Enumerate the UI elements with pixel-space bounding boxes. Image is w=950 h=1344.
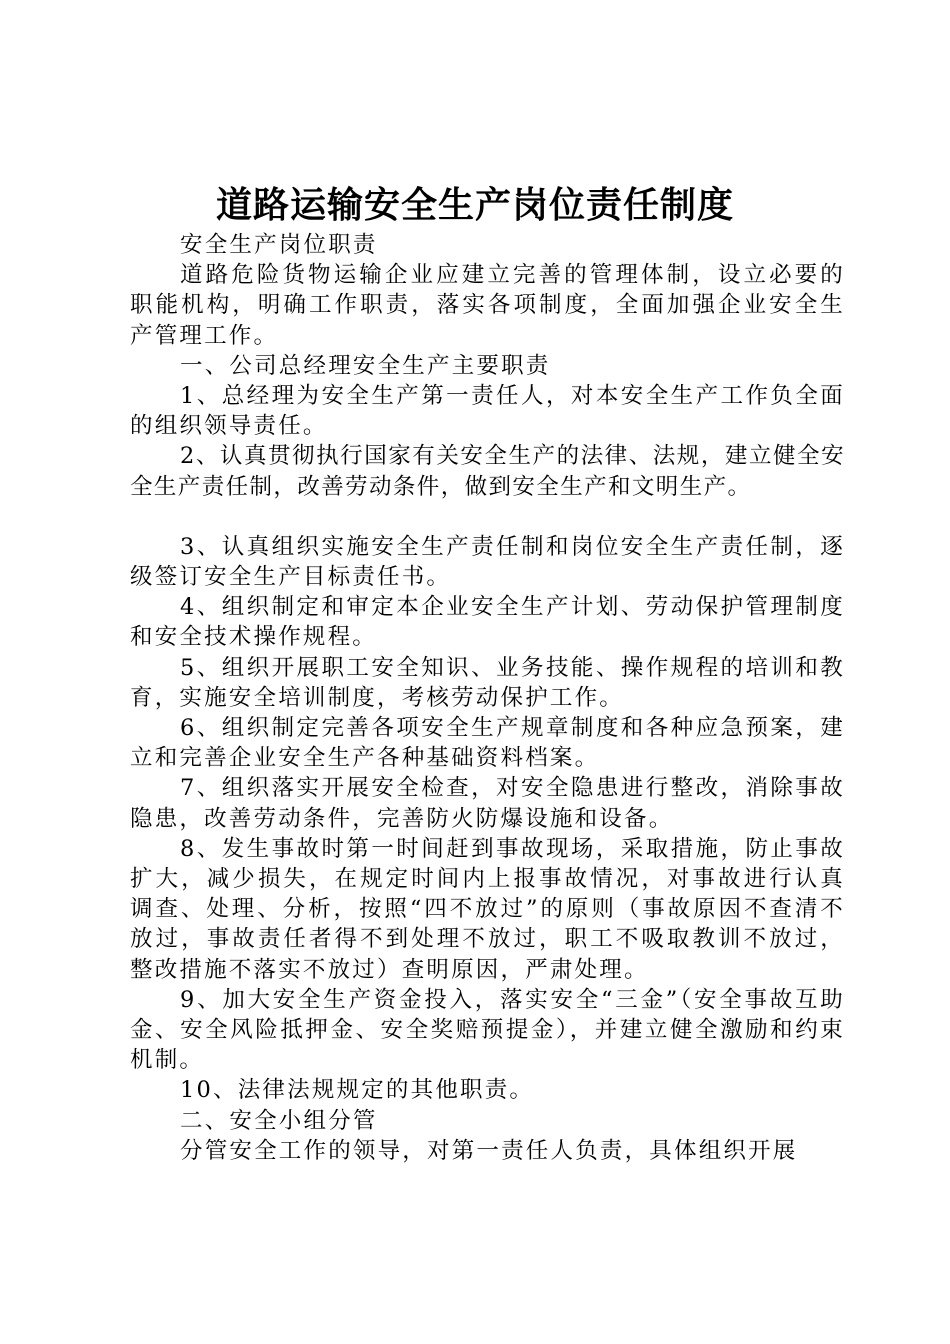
paragraph-gap — [130, 502, 845, 532]
list-item: 4、组织制定和审定本企业安全生产计划、劳动保护管理制度和安全技术操作规程。 — [130, 594, 845, 651]
document-body — [130, 230, 845, 1166]
section-heading: 二、安全小组分管 — [180, 1107, 378, 1134]
list-item: 2、认真贯彻执行国家有关安全生产的法律、法规，建立健全安全生产责任制，改善劳动条件，做到安全生产和文明生产。 — [130, 443, 845, 500]
list-item: 3、认真组织实施安全生产责任制和岗位安全生产责任制，逐级签订安全生产目标责任书。 — [130, 533, 845, 591]
section-heading: 安全生产岗位职责 — [180, 232, 378, 258]
document-title: 道路运输安全生产岗位责任制度 — [215, 185, 734, 226]
list-item: 5、组织开展职工安全知识、业务技能、操作规程的培训和教育，实施安全培训制度，考核劳动保护工作。 — [130, 654, 845, 711]
list-item: 7、组织落实开展安全检查，对安全隐患进行整改，消除事故隐患，改善劳动条件，完善防火防爆设施和设备。 — [130, 775, 845, 832]
list-item: 9、加大安全生产资金投入，落实安全“三金”（安全事故互助金、安全风险抵押金、安全奖赔预提金），并建立健全激励和约束机制。 — [130, 986, 845, 1074]
list-item: 6、组织制定完善各项安全生产规章制度和各种应急预案，建立和完善企业安全生产各种基础资料档案。 — [130, 715, 845, 772]
list-item: 10、法律法规规定的其他职责。 — [180, 1077, 535, 1104]
section-heading: 一、公司总经理安全生产主要职责 — [180, 352, 551, 379]
list-item: 1、总经理为安全生产第一责任人，对本安全生产工作负全面的组织领导责任。 — [130, 383, 845, 440]
list-item: 8、发生事故时第一时间赶到事故现场，采取措施，防止事故扩大，减少损失，在规定时间内上报事故情况，对事故进行认真调查、处理、分析，按照“四不放过”的原则（事故原因不查清不放过，事故责任者得不到处理不放过，职工不吸取教训不放过，整改措施不落实不放过）查明原因，严肃处理。 — [130, 835, 845, 983]
paragraph: 道路危险货物运输企业应建立完善的管理体制，设立必要的职能机构，明确工作职责，落实各项制度，全面加强企业安全生产管理工作。 — [130, 262, 845, 349]
paragraph: 分管安全工作的领导，对第一责任人负责，具体组织开展 — [180, 1137, 798, 1164]
